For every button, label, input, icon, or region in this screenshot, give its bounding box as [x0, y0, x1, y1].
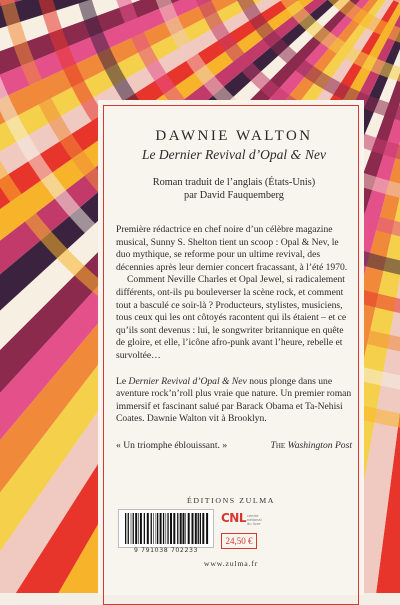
cnl-logo-text: CNL — [221, 511, 246, 525]
publisher-name: ÉDITIONS ZULMA — [186, 496, 275, 505]
author-name: DAWNIE WALTON — [155, 128, 313, 144]
paragraph3-prefix: Le — [116, 375, 129, 387]
book-title-part2: Nev — [301, 147, 326, 162]
cnl-small-text: centre national du livre — [247, 514, 262, 526]
barcode-bar — [173, 513, 175, 544]
blurb-paragraph-3 — [116, 376, 352, 426]
quote-text: « Un triomphe éblouissant. » — [116, 439, 228, 451]
barcode-bar — [153, 513, 154, 544]
barcode — [118, 509, 214, 548]
barcode-bar — [125, 513, 126, 544]
barcode-bar — [140, 513, 142, 544]
quote-source-lead: T — [270, 439, 276, 451]
publisher-url: www.zulma.fr — [203, 559, 259, 568]
barcode-bar — [147, 513, 149, 544]
isbn-number: 9 791038 702233 — [133, 547, 199, 554]
barcode-bar — [166, 513, 167, 544]
barcode-bar — [128, 513, 129, 544]
barcode-bar — [177, 513, 178, 544]
translation-credit — [116, 176, 352, 202]
barcode-bar — [167, 513, 168, 544]
press-quote — [116, 440, 352, 451]
quote-source — [271, 440, 353, 451]
translation-line1: Roman traduit de l’anglais (États-Unis) — [152, 177, 316, 188]
book-title-part1: Le Dernier Revival d’Opal — [142, 147, 291, 162]
barcode-bar — [192, 513, 194, 544]
barcode-bar — [144, 513, 145, 544]
barcode-bar — [180, 513, 182, 544]
barcode-bar — [195, 513, 197, 544]
quote-source-smallcaps: he — [275, 439, 286, 451]
barcode-bar — [131, 513, 132, 544]
barcode-bar — [202, 513, 204, 544]
barcode-bar — [163, 513, 164, 544]
translator-line: par David Fauquemberg — [184, 190, 284, 201]
text-content — [116, 128, 352, 451]
barcode-bar — [185, 513, 186, 544]
blurb-paragraph-2: Comment Neville Charles et Opal Jewel, si radicalement différents, ont-ils pu bouleverser la scène rock, et comment tout a basculé ce soir-là ? Producteurs, stylistes, musiciens, tous ceux qui les ont côtoyés racontent qui ils étaient – et ce qu’ils sont devenus : lui, le songwriter britannique en quête de gloire, et elle, l’icône afro-punk avant l’heure, rebelle et survoltée… — [116, 274, 347, 361]
barcode-bar — [198, 513, 199, 544]
paragraph3-book-title: Dernier Revival d’Opal & Nev — [128, 375, 247, 387]
barcode-bar — [160, 513, 162, 544]
paragraph3-text: nous plonge dans une aventure rock’n’roll plus vraie que nature. Un premier roman immersif et fascinant salué par Barack Obama et Ta-Nehisi Coates. Dawnie Walton vit à Brooklyn. — [116, 375, 352, 425]
back-cover-panel — [98, 100, 364, 595]
book-title — [116, 147, 352, 163]
barcode-bar — [138, 513, 139, 544]
blurb-paragraph-1: Première rédactrice en chef noire d’un célèbre magazine musical, Sunny S. Shelton tient un scoop : Opal & Nev, le duo mythique, se reforme pour un ultime revival, des décennies après leur dernier concert fracassant, à l’été 1970. — [116, 224, 348, 273]
book-title-ampersand: & — [290, 147, 302, 162]
barcode-bars — [119, 510, 213, 547]
barcode-bar — [135, 513, 137, 544]
barcode-bar — [156, 513, 157, 544]
price-tag: 24,50 € — [221, 533, 257, 549]
barcode-bar — [151, 513, 152, 544]
barcode-bar — [170, 513, 172, 544]
barcode-bar — [183, 513, 185, 544]
barcode-bar — [188, 513, 190, 544]
barcode-bar — [157, 513, 158, 544]
barcode-bar — [133, 513, 134, 544]
quote-source-rest: Washington Post — [285, 439, 352, 451]
barcode-bar — [200, 513, 201, 544]
barcode-bar — [206, 513, 208, 544]
